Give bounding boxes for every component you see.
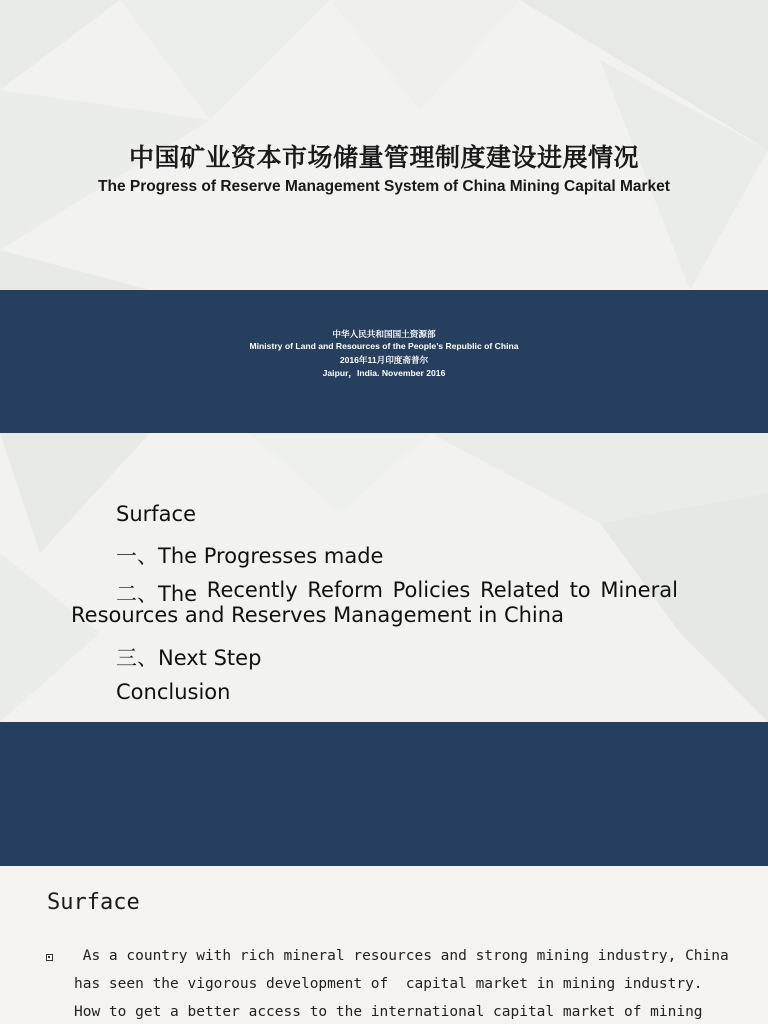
divider-band — [0, 722, 768, 866]
paragraph-line: How to get a better access to the international capital market of mining — [74, 1004, 703, 1020]
toc-item-progresses: 一、The Progresses made — [116, 544, 384, 568]
toc-item-conclusion: Conclusion — [116, 680, 231, 704]
info-band — [0, 290, 768, 433]
section-heading: Surface — [47, 890, 140, 915]
paragraph-line: has seen the vigorous development of capital market in mining industry. — [74, 976, 703, 992]
title-chinese: 中国矿业资本市场储量管理制度建设进展情况 — [128, 143, 639, 172]
contents-slide — [0, 433, 768, 722]
surface-slide — [0, 866, 768, 1024]
title-slide — [0, 0, 768, 290]
ministry-en: Ministry of Land and Resources of the People’s Republic of China — [249, 341, 519, 351]
date-zh: 2016年11月印度斋普尔 — [339, 355, 429, 365]
toc-word: Mineral — [600, 578, 678, 602]
toc-word: 二、The — [116, 582, 198, 606]
toc-word: Recently — [206, 578, 298, 602]
date-en: Jaipur，India. November 2016 — [322, 368, 446, 378]
bullet-square-icon — [46, 954, 53, 961]
title-english: The Progress of Reserve Management System of China Mining Capital Market — [98, 178, 670, 195]
toc-word: to — [569, 578, 591, 602]
toc-item-reform-line2: Resources and Reserves Management in China — [71, 603, 564, 627]
ministry-zh: 中华人民共和国国土资源部 — [332, 329, 436, 339]
paragraph-line: As a country with rich mineral resources and strong mining industry, China — [74, 948, 729, 964]
toc-word: Related — [480, 578, 560, 602]
toc-word: Reform — [307, 578, 383, 602]
toc-word: Policies — [392, 578, 471, 602]
toc-item-surface: Surface — [116, 502, 197, 526]
toc-item-next-step: 三、Next Step — [116, 646, 262, 670]
